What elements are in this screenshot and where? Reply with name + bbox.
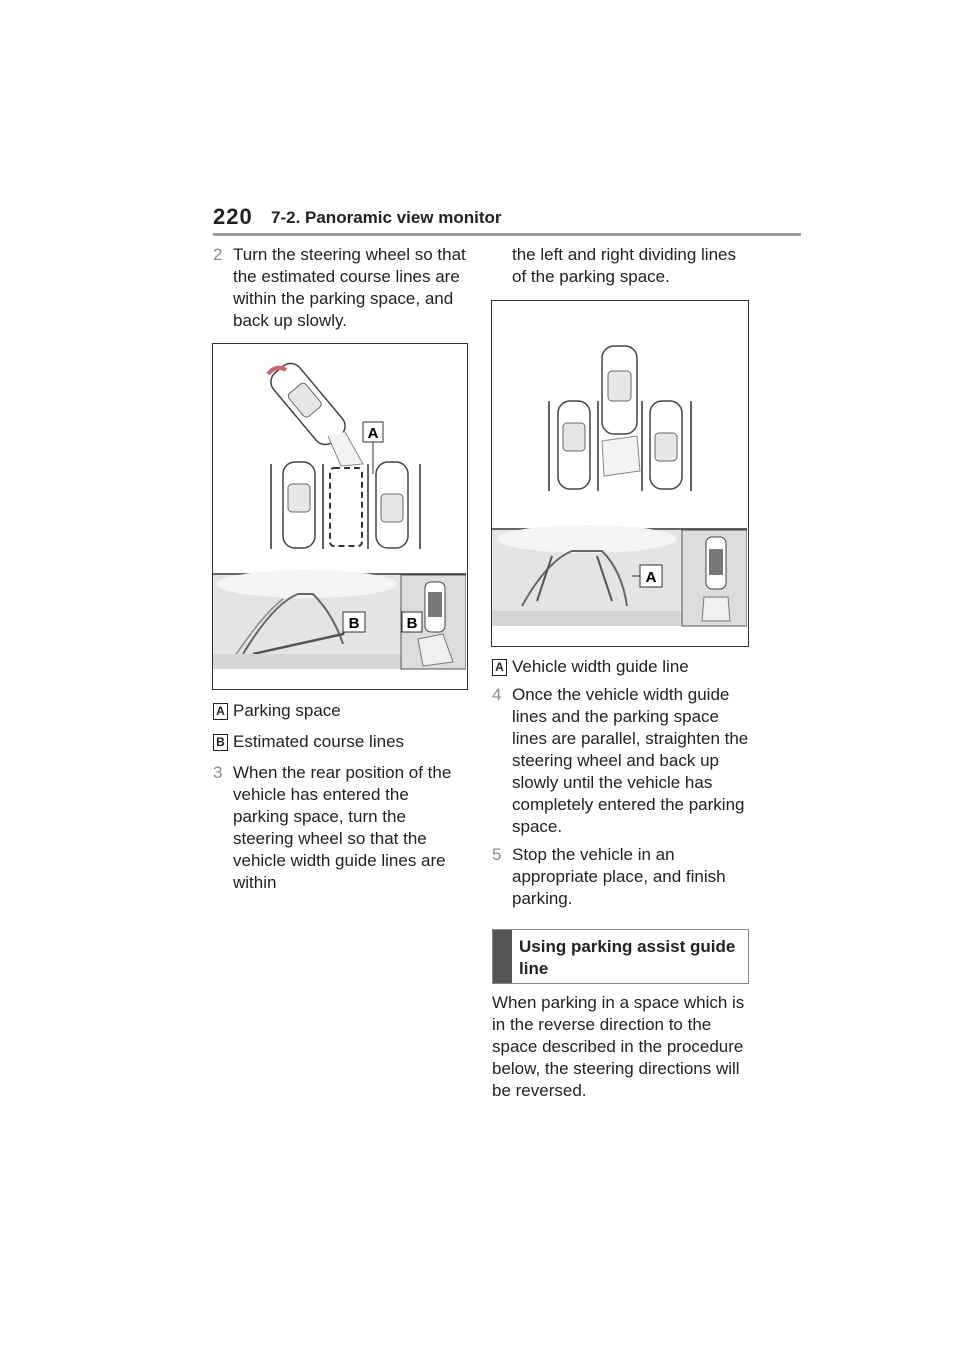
legend-text: Vehicle width guide line [512, 657, 689, 676]
left-column-top [213, 244, 468, 332]
right-column-top [492, 244, 752, 288]
legend-course-lines [213, 731, 468, 753]
figure1-label-a: A [367, 425, 379, 442]
subheading-text: Using parking assist guide line [519, 937, 736, 978]
step-text: Turn the steering wheel so that the estimated course lines are within the parking space, and back up slowly. [233, 245, 466, 330]
body-paragraph [492, 992, 752, 1102]
figure1-label-b-topview: B [406, 615, 418, 632]
figure-parking-aligned [491, 300, 749, 647]
paragraph-text: When parking in a space which is in the reverse direction to the space described in the procedure below, the steering directions will be reversed. [492, 993, 745, 1100]
legend-text: Estimated course lines [233, 732, 405, 751]
step-3-continuation: the left and right dividing lines of the parking space. [512, 245, 736, 286]
step-number: 2 [213, 245, 223, 264]
subheading-box [492, 929, 749, 984]
step-text: Stop the vehicle in an appropriate place, and finish parking. [512, 845, 726, 908]
step-number: 5 [492, 845, 502, 864]
figure2-label-a: A [645, 569, 657, 586]
step-number: 4 [492, 685, 502, 704]
subheading-bar [493, 930, 512, 983]
step-4 [492, 684, 752, 838]
step-number: 3 [213, 763, 223, 782]
legend-width-guide [492, 656, 752, 678]
step-text: When the rear position of the vehicle has entered the parking space, turn the steering wheel so that the vehicle width guide lines are within [233, 763, 452, 892]
legend-parking-space [213, 700, 468, 722]
page-number: 220 [213, 204, 253, 229]
legend-badge: A [492, 659, 507, 676]
right-column-bottom [492, 656, 752, 910]
legend-badge: B [213, 734, 228, 751]
step-2 [213, 244, 468, 332]
step-3 [213, 762, 468, 894]
figure-parking-aligned-illustration [492, 301, 747, 645]
legend-text: Parking space [233, 701, 341, 720]
figure1-label-b-camera: B [348, 615, 360, 632]
figure-parking-approach [212, 343, 468, 690]
step-text: Once the vehicle width guide lines and the parking space lines are parallel, straighten the steering wheel and back up slowly until the vehicle has completely entered the parking space. [512, 685, 749, 836]
step-5 [492, 844, 752, 910]
legend-badge: A [213, 703, 228, 720]
figure-parking-approach-illustration [213, 344, 466, 688]
section-title: 7-2. Panoramic view monitor [271, 208, 502, 227]
page-header [213, 204, 801, 234]
header-divider [213, 233, 801, 236]
left-column-bottom [213, 700, 468, 894]
